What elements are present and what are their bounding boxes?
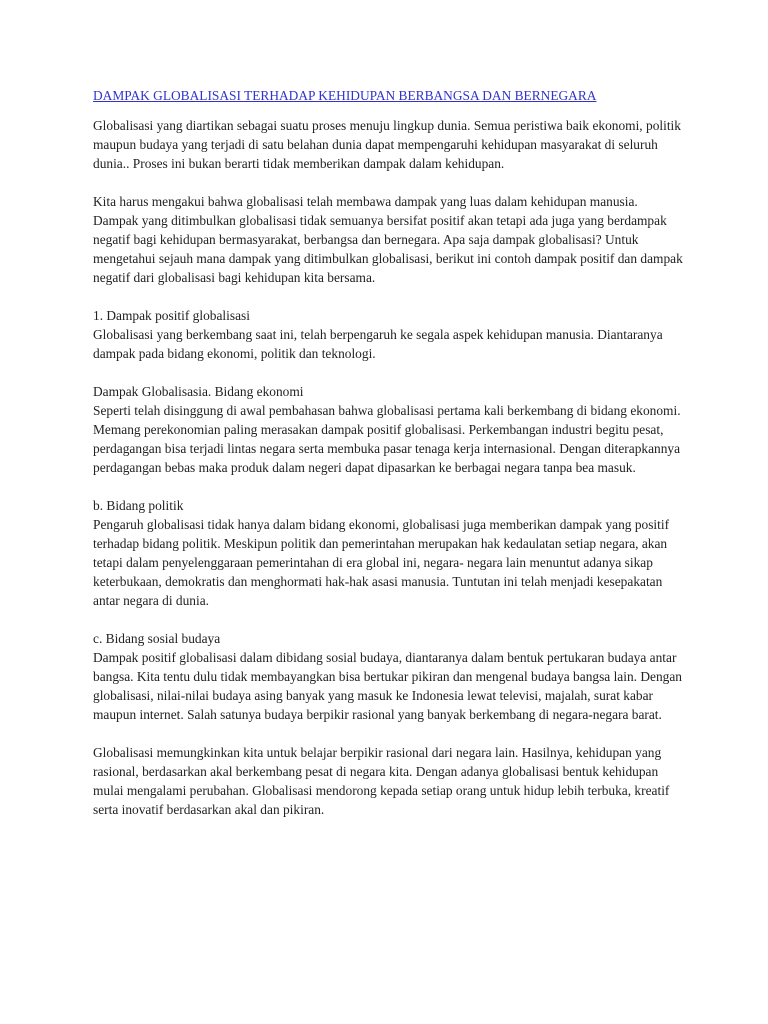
paragraph-politics [93,496,683,610]
paragraph-social-culture [93,629,683,724]
paragraph-text: Globalisasi yang berkembang saat ini, telah berpengaruh ke segala aspek kehidupan manusia. Diantaranya dampak pada bidang ekonomi, politik dan teknologi. [93,327,663,361]
paragraph-economy [93,382,683,477]
paragraph-positive-impact [93,306,683,363]
section-heading: 1. Dampak positif globalisasi [93,308,250,323]
paragraph-text: Pengaruh globalisasi tidak hanya dalam bidang ekonomi, globalisasi juga memberikan dampak yang positif terhadap bidang politik. Meskipun politik dan pemerintahan merupakan hak kedaulatan setiap negara, akan tetapi dalam penyelenggaraan pemerintahan di era global ini, negara- negara lain menuntut adanya sikap keterbukaan, demokratis dan menghormati hak-hak asasi manusia. Tuntutan ini telah menjadi kesepakatan antar negara di dunia. [93,517,670,608]
paragraph-rational-thinking [93,743,683,819]
paragraph-text: Globalisasi yang diartikan sebagai suatu proses menuju lingkup dunia. Semua peristiwa baik ekonomi, politik maupun budaya yang terjadi di satu belahan dunia dapat mempengaruhi kehidupan masyarakat di seluruh dunia.. Proses ini bukan berarti tidak memberikan dampak dalam kehidupan. [93,118,681,171]
paragraph-text: Seperti telah disinggung di awal pembahasan bahwa globalisasi pertama kali berkembang di bidang ekonomi. Memang perekonomian paling merasakan dampak positif globalisasi. Perkembangan industri begitu pesat, perdagangan bisa terjadi lintas negara serta membuka pasar tenaga kerja internasional. Dengan diterapkannya perdagangan bebas maka produk dalam negeri dapat dipasarkan ke berbagai negara tanpa bea masuk. [93,403,681,475]
document-title-link[interactable]: DAMPAK GLOBALISASI TERHADAP KEHIDUPAN BERBANGSA DAN BERNEGARA [93,88,597,103]
paragraph-text: Dampak positif globalisasi dalam dibidang sosial budaya, diantaranya dalam bentuk pertukaran budaya antar bangsa. Kita tentu dulu tidak membayangkan bisa bertukar pikiran dan mengenal budaya bangsa lain. Dengan globalisasi, nilai-nilai budaya asing banyak yang masuk ke Indonesia lewat televisi, majalah, surat kabar maupun internet. Salah satunya budaya berpikir rasional yang banyak berkembang di negara-negara barat. [93,650,683,722]
section-heading: Dampak Globalisasia. Bidang ekonomi [93,384,304,399]
paragraph-impact-overview [93,192,683,287]
paragraph-intro [93,116,683,173]
paragraph-text: Globalisasi memungkinkan kita untuk belajar berpikir rasional dari negara lain. Hasilnya, kehidupan yang rasional, berdasarkan akal berkembang pesat di negara kita. Dengan adanya globalisasi bentuk kehidupan mulai mengalami perubahan. Globalisasi mendorong kepada setiap orang untuk hidup lebih terbuka, kreatif serta inovatif berdasarkan akal dan pikiran. [93,745,670,817]
section-heading: c. Bidang sosial budaya [93,631,221,646]
section-heading: b. Bidang politik [93,498,184,513]
paragraph-text: Kita harus mengakui bahwa globalisasi telah membawa dampak yang luas dalam kehidupan manusia. Dampak yang ditimbulkan globalisasi tidak semuanya bersifat positif akan tetapi ada juga yang berdampak negatif bagi kehidupan bermasyarakat, berbangsa dan bernegara. Apa saja dampak globalisasi? Untuk mengetahui sejauh mana dampak yang ditimbulkan globalisasi, berikut ini contoh dampak positif dan dampak negatif dari globalisasi bagi kehidupan kita bersama. [93,194,683,285]
document-page [93,86,683,838]
